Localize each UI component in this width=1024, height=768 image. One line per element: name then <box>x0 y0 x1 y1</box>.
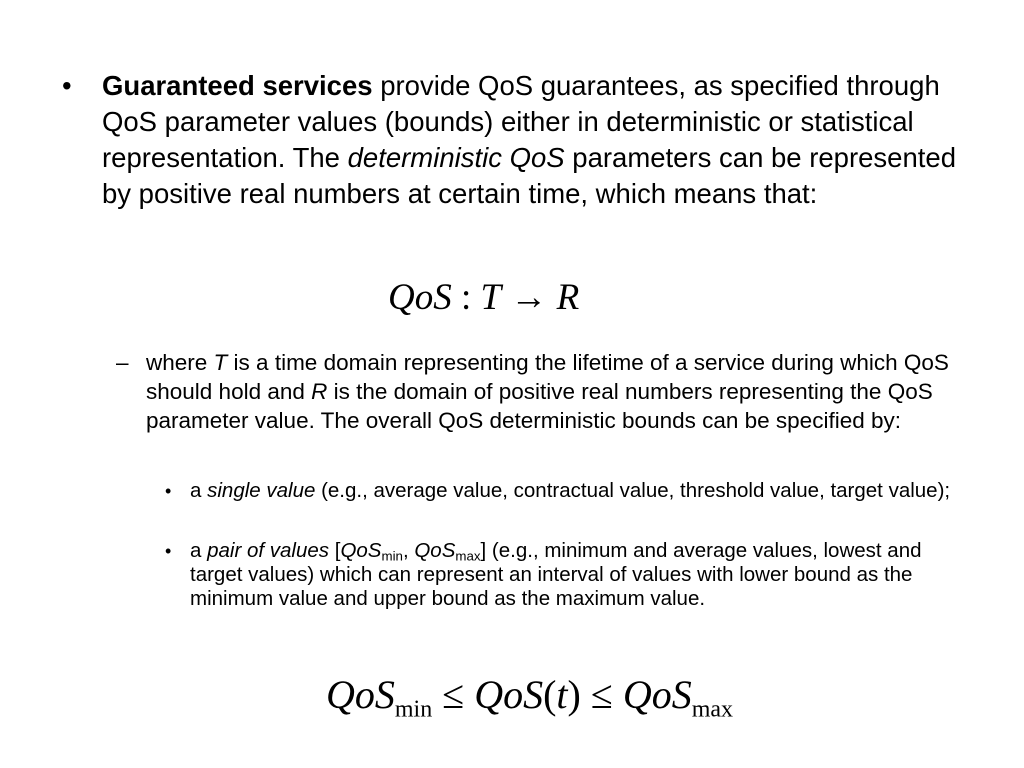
text-segment: where <box>146 350 214 375</box>
eq-codomain: R <box>556 277 580 318</box>
eq-le-1: ≤ <box>432 672 475 717</box>
eq-arrow: → <box>501 277 557 318</box>
eq-mid-var: t <box>556 672 568 717</box>
text-segment: parameters can be represented by positive real numbers at certain time, which means that: <box>102 142 956 209</box>
bullet-marker: • <box>165 481 172 501</box>
var-t: T <box>213 350 228 375</box>
sub-sub-bullet-text <box>190 539 975 611</box>
qos-max-base: QoS <box>414 539 456 562</box>
text-segment: [ <box>329 539 341 562</box>
bullet-marker: • <box>165 541 172 561</box>
text-segment: (e.g., average value, contractual value, threshold value, target value); <box>315 479 951 502</box>
eq-lhs: QoS <box>388 277 452 318</box>
sub-sub-bullet-text <box>190 479 975 503</box>
var-r: R <box>311 379 328 404</box>
eq-rhs-base: QoS <box>622 672 692 717</box>
sub-sub-bullet-single-value <box>165 479 975 503</box>
eq-lhs-sub: min <box>394 696 433 723</box>
text-segment: provide QoS guarantees, as specified through QoS parameter values (bounds) either in deterministic or statistical representation. The <box>102 70 940 173</box>
bullet-guaranteed-services <box>62 68 962 212</box>
eq-paren-open: ( <box>543 672 557 717</box>
eq-rhs-sub: max <box>691 696 734 723</box>
italic-term: single value <box>207 479 316 502</box>
eq-paren-close: ) <box>567 672 581 717</box>
bold-lead: Guaranteed services <box>102 70 373 101</box>
bullet-marker: • <box>62 70 72 101</box>
sub-sub-bullet-pair-of-values <box>165 539 975 611</box>
text-segment: is the domain of positive real numbers representing the QoS parameter value. The overall QoS deterministic bounds can be specified by: <box>146 379 933 433</box>
text-segment: , <box>402 539 415 562</box>
text-segment: a <box>190 539 208 562</box>
text-segment: a <box>190 479 208 502</box>
text-segment: is a time domain representing the lifetime of a service during which QoS should hold and <box>146 350 949 404</box>
qos-max-sub: max <box>455 548 481 564</box>
eq-domain: T <box>480 277 502 318</box>
sub-bullet-where <box>116 348 976 435</box>
qos-min-sub: min <box>381 548 403 564</box>
eq-le-2: ≤ <box>580 672 623 717</box>
italic-term: pair of values <box>207 539 330 562</box>
bullet-text <box>102 68 962 212</box>
eq-lhs-base: QoS <box>326 672 395 717</box>
equation-qos-bounds <box>326 670 734 723</box>
qos-min-base: QoS <box>340 539 382 562</box>
sub-bullet-text <box>146 348 976 435</box>
dash-marker: – <box>116 350 129 375</box>
text-segment: ] (e.g., minimum and average values, lowest and target values) which can represent an interval of values with lower bound as the minimum value and upper bound as the maximum value. <box>190 539 922 610</box>
equation-qos-mapping <box>388 276 579 320</box>
italic-term: deterministic QoS <box>347 142 565 173</box>
eq-colon: : <box>451 277 481 318</box>
eq-mid-base: QoS <box>474 672 544 717</box>
